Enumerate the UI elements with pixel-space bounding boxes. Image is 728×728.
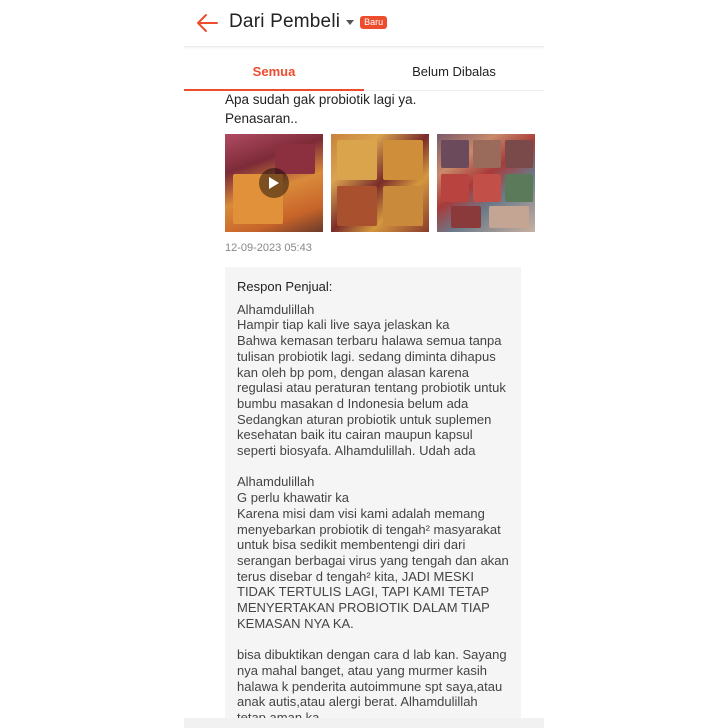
seller-response: [225, 267, 521, 728]
page-title: Dari Pembeli: [229, 11, 341, 32]
seller-response-paragraph: Alhamdulillah Hampir tiap kali live saya jelaskan ka Bahwa kemasan terbaru halawa semua tanpa tulisan probiotik lagi. sedang diminta dihapus kan oleh bp pom, dengan alasan karena regulasi atau peraturan tentang probiotik untuk bumbu masakan d Indonesia belum ada Sedangkan aturan probiotik untuk suplemen kesehatan baik itu cairan maupun kapsul seperti biosyafa. Alhamdulillah. Udah ada: [237, 301, 506, 459]
seller-response-paragraph: bisa dibuktikan dengan cara d lab kan. Sayang nya mahal banget, atau yang murmer kasih halawa k penderita autoimmune spt saya,atau anak autis,atau alergi berat. Alhamdulillah: [237, 647, 507, 710]
title-dropdown[interactable]: [229, 11, 387, 33]
app-bar: [184, 0, 544, 47]
seller-response-label: Respon Penjual:: [237, 279, 333, 294]
review-date: 12-09-2023 05:43: [225, 242, 312, 254]
product-pack-image: [505, 174, 533, 202]
back-button[interactable]: [194, 10, 220, 36]
review-video-thumbnail[interactable]: [225, 134, 323, 232]
product-pack-image: [337, 186, 377, 226]
new-badge: Baru: [360, 16, 387, 29]
product-pack-image: [383, 186, 423, 226]
chevron-down-icon[interactable]: [346, 20, 354, 25]
product-pack-image: [441, 174, 469, 202]
review-card: [225, 90, 535, 728]
product-pack-image: [473, 140, 501, 168]
arrow-left-icon: [195, 13, 219, 33]
tab-semua[interactable]: Semua: [184, 52, 364, 90]
product-pack-image: [451, 206, 481, 228]
product-pack-image: [489, 206, 529, 228]
review-image-thumbnail[interactable]: [437, 134, 535, 232]
filter-tabs: [184, 52, 544, 91]
product-pack-image: [383, 140, 423, 180]
bottom-bar: [184, 718, 544, 728]
phone-screen: [184, 0, 544, 728]
tab-belum-dibalas[interactable]: Belum Dibalas: [412, 63, 496, 79]
review-text-line: Penasaran..: [225, 111, 298, 126]
review-text-line: Apa sudah gak probiotik lagi ya.: [225, 92, 417, 107]
product-pack-image: [473, 174, 501, 202]
seller-response-paragraph: Alhamdulillah G perlu khawatir ka Karena misi dam visi kami adalah memang menyebarkan probiotik di tengah² masyarakat untuk bisa sedikit membentengi diri dari serangan berbagai virus yang tengah dan akan terus disebar d tengah² kita, JADI MESKI TIDAK TERTULIS LAGI, TAPI KAMI TETAP MENYERTAKAN PROBIOTIK DALAM TIAP KEMASAN NYA KA.: [237, 474, 509, 631]
product-pack-image: [505, 140, 533, 168]
review-media: [225, 134, 535, 232]
product-pack-image: [441, 140, 469, 168]
review-image-thumbnail[interactable]: [331, 134, 429, 232]
product-pack-image: [337, 140, 377, 180]
play-icon[interactable]: [259, 168, 289, 198]
